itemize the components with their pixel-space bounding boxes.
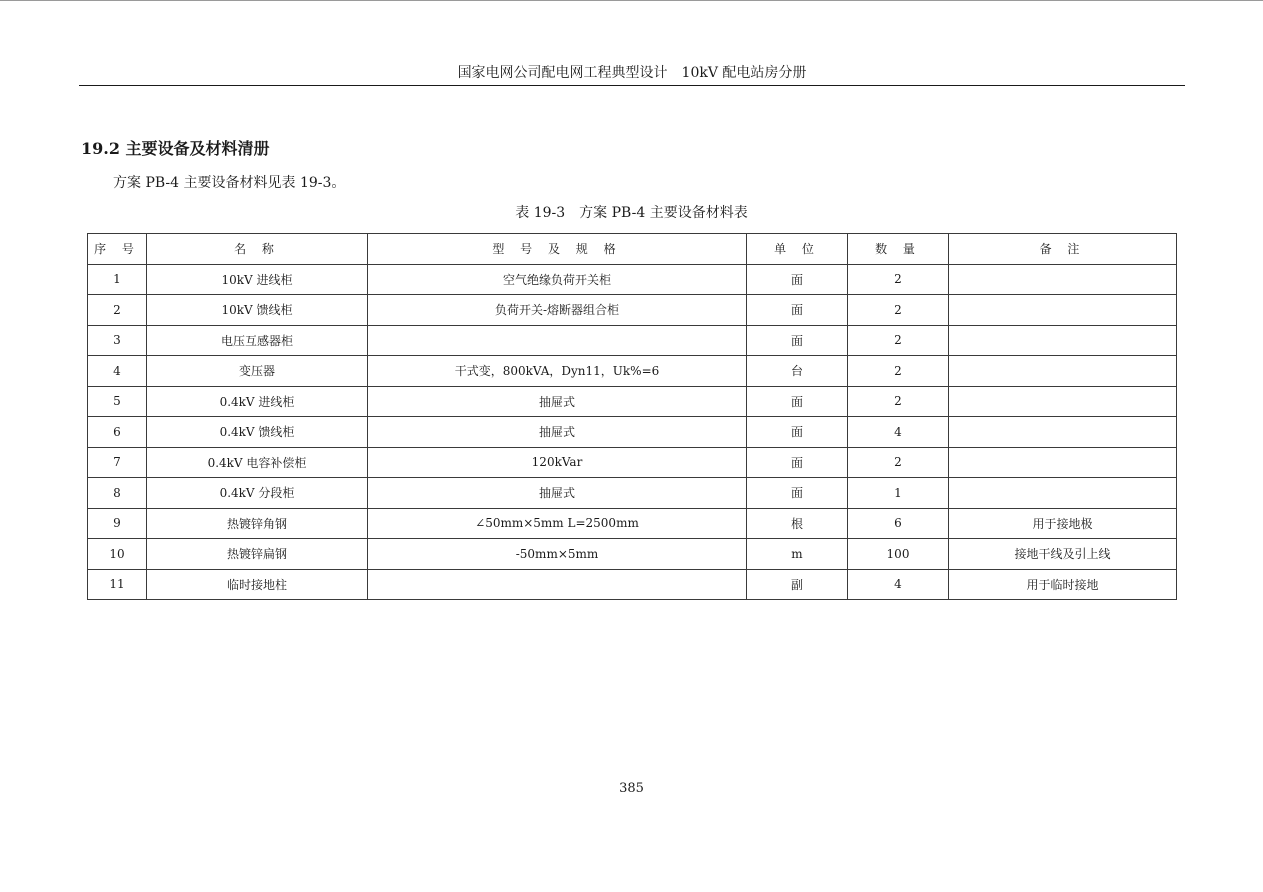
cell-remark: [949, 417, 1177, 448]
cell-remark: [949, 325, 1177, 356]
col-header-remark: 备 注: [949, 234, 1177, 265]
cell-spec: 抽屉式: [368, 417, 747, 448]
cell-unit: m: [747, 539, 848, 570]
cell-index: 8: [88, 478, 147, 509]
cell-unit: 面: [747, 264, 848, 295]
table-row: [88, 539, 1177, 570]
cell-quantity: 2: [848, 447, 949, 478]
cell-name: 电压互感器柜: [147, 325, 368, 356]
table-body: [88, 264, 1177, 600]
equipment-table: [87, 233, 1177, 600]
table-row: [88, 447, 1177, 478]
cell-spec: 抽屉式: [368, 478, 747, 509]
cell-name: 10kV 馈线柜: [147, 295, 368, 326]
cell-index: 3: [88, 325, 147, 356]
cell-remark: [949, 356, 1177, 387]
cell-unit: 根: [747, 508, 848, 539]
page-number: 385: [619, 781, 644, 796]
cell-spec: ∠50mm×5mm L=2500mm: [368, 508, 747, 539]
cell-spec: 空气绝缘负荷开关柜: [368, 264, 747, 295]
cell-unit: 面: [747, 478, 848, 509]
cell-quantity: 6: [848, 508, 949, 539]
cell-index: 6: [88, 417, 147, 448]
cell-spec: 负荷开关-熔断器组合柜: [368, 295, 747, 326]
col-header-unit: 单 位: [747, 234, 848, 265]
cell-remark: [949, 264, 1177, 295]
cell-name: 10kV 进线柜: [147, 264, 368, 295]
cell-index: 11: [88, 569, 147, 600]
cell-unit: 面: [747, 295, 848, 326]
table-row: [88, 356, 1177, 387]
cell-spec: 干式变，800kVA，Dyn11，Uk%=6: [368, 356, 747, 387]
cell-spec: [368, 325, 747, 356]
cell-quantity: 2: [848, 325, 949, 356]
cell-name: 0.4kV 馈线柜: [147, 417, 368, 448]
cell-unit: 面: [747, 325, 848, 356]
cell-name: 0.4kV 进线柜: [147, 386, 368, 417]
cell-name: 热镀锌扁钢: [147, 539, 368, 570]
cell-quantity: 100: [848, 539, 949, 570]
cell-name: 0.4kV 电容补偿柜: [147, 447, 368, 478]
cell-spec: -50mm×5mm: [368, 539, 747, 570]
cell-quantity: 2: [848, 264, 949, 295]
cell-name: 热镀锌角钢: [147, 508, 368, 539]
cell-name: 0.4kV 分段柜: [147, 478, 368, 509]
cell-index: 5: [88, 386, 147, 417]
cell-unit: 面: [747, 417, 848, 448]
running-header: 国家电网公司配电网工程典型设计 10kV 配电站房分册: [79, 62, 1185, 86]
table-row: [88, 325, 1177, 356]
table-row: [88, 264, 1177, 295]
cell-remark: [949, 386, 1177, 417]
cell-spec: 抽屉式: [368, 386, 747, 417]
col-header-index: 序 号: [88, 234, 147, 265]
cell-remark: [949, 295, 1177, 326]
cell-index: 2: [88, 295, 147, 326]
table-row: [88, 295, 1177, 326]
cell-remark: 用于临时接地: [949, 569, 1177, 600]
cell-name: 临时接地柱: [147, 569, 368, 600]
cell-index: 4: [88, 356, 147, 387]
table-row: [88, 569, 1177, 600]
cell-remark: [949, 447, 1177, 478]
table-caption: 表 19-3 方案 PB-4 主要设备材料表: [515, 205, 748, 221]
table-row: [88, 508, 1177, 539]
cell-unit: 副: [747, 569, 848, 600]
cell-unit: 台: [747, 356, 848, 387]
cell-quantity: 1: [848, 478, 949, 509]
col-header-quantity: 数 量: [848, 234, 949, 265]
cell-quantity: 2: [848, 356, 949, 387]
table-row: [88, 417, 1177, 448]
top-rule: [0, 0, 1263, 1]
table-header-row: [88, 234, 1177, 265]
cell-name: 变压器: [147, 356, 368, 387]
cell-quantity: 2: [848, 386, 949, 417]
cell-remark: [949, 478, 1177, 509]
col-header-spec: 型 号 及 规 格: [368, 234, 747, 265]
cell-index: 1: [88, 264, 147, 295]
cell-spec: [368, 569, 747, 600]
cell-quantity: 4: [848, 569, 949, 600]
cell-index: 9: [88, 508, 147, 539]
cell-remark: 用于接地极: [949, 508, 1177, 539]
cell-quantity: 2: [848, 295, 949, 326]
cell-remark: 接地干线及引上线: [949, 539, 1177, 570]
cell-unit: 面: [747, 386, 848, 417]
cell-spec: 120kVar: [368, 447, 747, 478]
cell-index: 10: [88, 539, 147, 570]
table-row: [88, 478, 1177, 509]
cell-unit: 面: [747, 447, 848, 478]
cell-index: 7: [88, 447, 147, 478]
section-title: 19.2 主要设备及材料清册: [81, 139, 270, 158]
table-row: [88, 386, 1177, 417]
cell-quantity: 4: [848, 417, 949, 448]
col-header-name: 名 称: [147, 234, 368, 265]
intro-paragraph: 方案 PB-4 主要设备材料见表 19-3。: [113, 175, 346, 191]
